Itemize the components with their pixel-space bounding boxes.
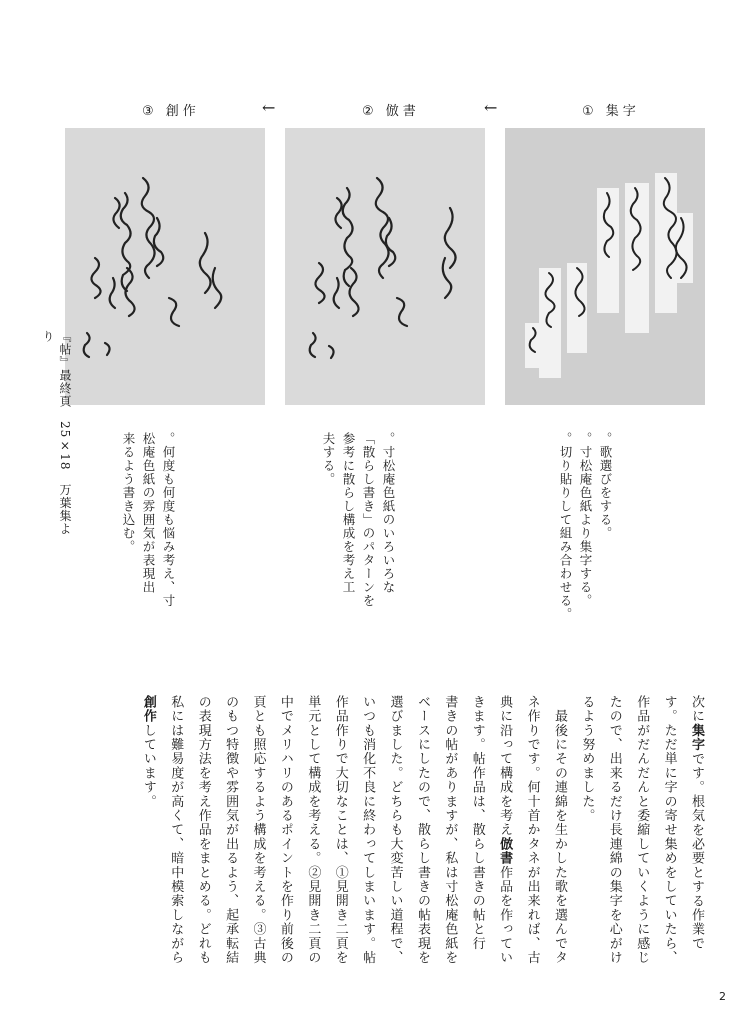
- body-line: 次に集字です。根気を必要とする作業で: [689, 695, 704, 951]
- caption-line: 参考に散らし構成を考え工: [341, 432, 356, 594]
- calligraphy-create-image: [65, 128, 265, 405]
- caption-line: 夫する。: [321, 432, 336, 486]
- caption-copy: [318, 432, 398, 652]
- caption-create: [118, 432, 178, 652]
- body-line: 単元として構成を考える。②見開き二頁の: [305, 695, 321, 965]
- body-line: たので、出来るだけ長連綿の集字を心がけ: [606, 695, 622, 965]
- step-label-copy: ② 倣書: [362, 104, 420, 119]
- artwork-caption: 『帖』最終頁 25×18 万葉集より: [41, 330, 72, 536]
- calligraphy-copy-image: [285, 128, 485, 405]
- body-line: 創作しています。: [140, 695, 156, 809]
- caption-line: 。歌選びをする。: [598, 432, 613, 540]
- body-line: す。ただ単に字の寄せ集めをしていたら、: [661, 695, 677, 965]
- body-line: 中でメリハリのあるポイントを作り前後の: [277, 695, 293, 965]
- caption-line: 「散らし書き」のパターンを: [361, 432, 376, 608]
- body-line: 典に沿って構成を考え倣書作品を作ってい: [497, 695, 513, 965]
- calligraphy-collect-image: [505, 128, 705, 405]
- body-line: 選びました。どちらも大変苦しい道程で、: [387, 695, 403, 965]
- caption-collect: [555, 432, 615, 652]
- left-arrow-icon: ←: [262, 98, 276, 117]
- body-text: [45, 695, 710, 985]
- step-label-collect: ① 集字: [582, 104, 640, 119]
- page-number: 2: [719, 990, 726, 1003]
- body-line: るよう努めました。: [579, 695, 595, 823]
- step-label-create: ③ 創作: [142, 104, 200, 119]
- left-arrow-icon: ←: [484, 98, 498, 117]
- body-line: のもつ特徴や雰囲気が出るよう、起承転結: [223, 695, 239, 965]
- caption-line: 来るよう書き込む。: [121, 432, 136, 554]
- caption-line: 。切り貼りして組み合わせる。: [558, 432, 573, 621]
- body-line: ベースにしたので、散らし書きの帖表現を: [414, 695, 430, 965]
- body-line: 私には難易度が高くて、暗中模索しながら: [168, 695, 184, 965]
- caption-line: 。寸松庵色紙のいろいろな: [381, 432, 396, 594]
- caption-line: 。何度も何度も悩み考え、寸: [161, 432, 176, 608]
- body-line: 書きの帖がありますが、私は寸松庵色紙を: [442, 695, 458, 965]
- caption-line: 。寸松庵色紙より集字する。: [578, 432, 593, 608]
- body-line: 頁とも照応するよう構成を考える。③古典: [250, 695, 266, 965]
- body-line: ネ作りです。何十首かタネが出来れば、古: [524, 695, 540, 965]
- body-line: の表現方法を考え作品をまとめる。どれも: [195, 695, 211, 965]
- body-line: 作品作りで大切なことは、①見開き二頁を: [332, 695, 348, 965]
- body-line: 作品がだんだんと委縮していくように感じ: [634, 695, 650, 965]
- body-line: いつも消化不良に終わってしまいます。帖: [360, 695, 376, 965]
- caption-line: 松庵色紙の雰囲気が表現出: [141, 432, 156, 594]
- body-line: きます。帖作品は、散らし書きの帖と行: [469, 695, 485, 951]
- body-line: 最後にその連綿を生かした歌を選んでタ: [551, 695, 567, 965]
